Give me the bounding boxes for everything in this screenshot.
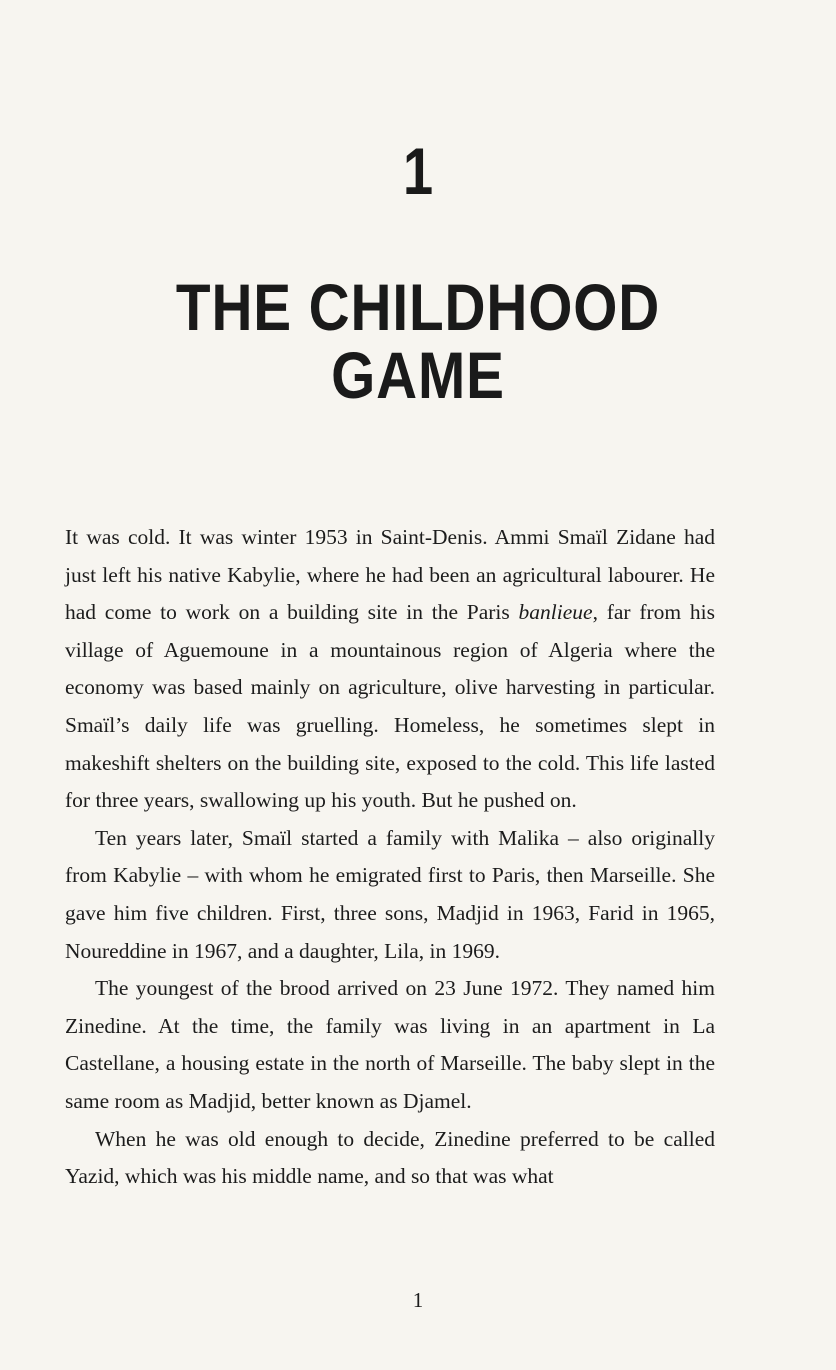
chapter-number: 1 <box>402 134 434 208</box>
chapter-title <box>59 270 778 412</box>
chapter-title-line-1: THE CHILDHOOD <box>175 270 661 344</box>
chapter-title-line-2: GAME <box>331 338 505 412</box>
paragraph-1-part-b: , far from his village of Aguemoune in a mountainous region of Algeria where the economy was based mainly on agriculture, olive harvesting in particular. Smaïl’s daily life was gruelling. Homeless, he sometimes slept in makeshift shelters on the building site, exposed to the cold. This life lasted for three years, swallowing up his youth. But he pushed on. <box>65 600 716 813</box>
body-text <box>65 519 715 1196</box>
italic-term: banlieue <box>518 600 593 625</box>
paragraph-1-part-a: It was cold. It was winter 1953 in Saint-Denis. Ammi Smaïl Zidane had just left his native Kabylie, where he had been an agricultural labourer. He had come to work on a building site in the Paris <box>65 525 715 625</box>
paragraph-3: The youngest of the brood arrived on 23 June 1972. They named him Zinedine. At the time, the family was living in an apartment in La Castellane, a housing estate in the north of Marseille. The baby slept in the same room as Madjid, better known as Djamel. <box>65 976 715 1113</box>
paragraph-2: Ten years later, Smaïl started a family with Malika – also originally from Kabylie – with whom he emigrated first to Paris, then Marseille. She gave him five children. First, three sons, Madjid in 1963, Farid in 1965, Noureddine in 1967, and a daughter, Lila, in 1969. <box>65 825 715 963</box>
page-number: 1 <box>412 1288 424 1312</box>
paragraph-4: When he was old enough to decide, Zinedine preferred to be called Yazid, which was his middle name, and so that was what <box>65 1126 715 1189</box>
paragraph-1 <box>65 519 715 820</box>
